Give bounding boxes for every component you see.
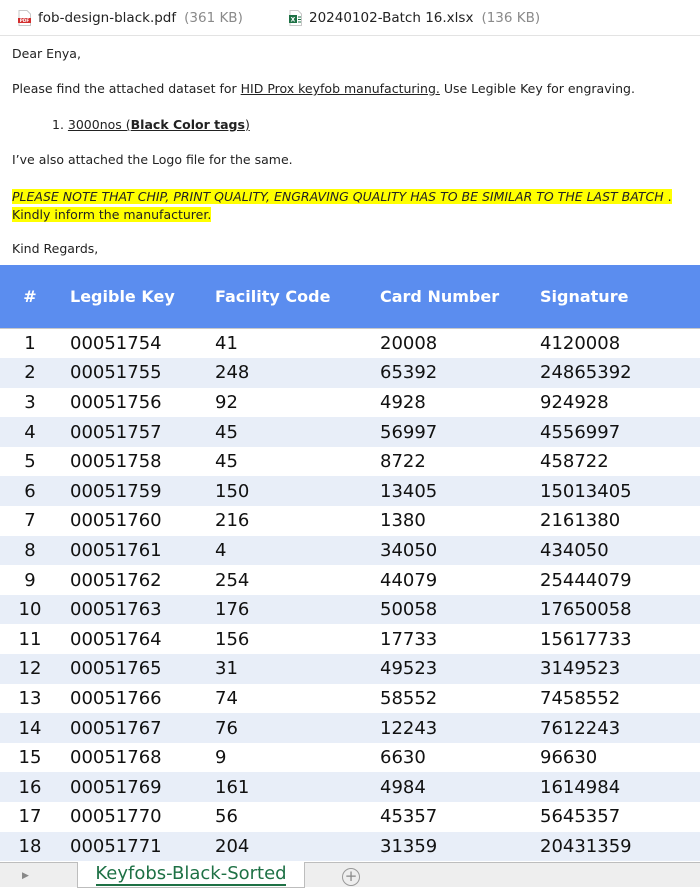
table-row [0,684,700,714]
sheet-scroll-left-icon[interactable]: ▶ [22,871,29,881]
sheet-tab-bar [0,862,700,887]
quantity-text: 3000nos (Black Color tags) [67,117,250,132]
card-number-cell[interactable]: 1380 [380,510,426,532]
signature-cell[interactable]: 1614984 [540,776,621,798]
row-number-cell[interactable]: 18 [18,835,42,857]
svg-text:X: X [290,16,296,24]
table-row [0,772,700,802]
table-row [0,328,700,358]
row-number-cell[interactable]: 13 [18,687,42,709]
signature-cell[interactable]: 4556997 [540,421,621,443]
facility-code-cell[interactable]: 45 [215,421,238,443]
attachment-pdf[interactable] [18,10,243,26]
signature-cell[interactable]: 24865392 [540,362,632,384]
row-number-cell[interactable]: 11 [18,628,42,650]
table-row [0,832,700,862]
column-header-legible-key[interactable]: Legible Key [70,286,175,306]
table-row [0,565,700,595]
card-number-cell[interactable]: 65392 [380,362,438,384]
card-number-cell[interactable]: 49523 [380,658,438,680]
legible-key-cell[interactable]: 00051763 [70,599,162,621]
svg-text:PDF: PDF [19,18,30,24]
signature-cell[interactable]: 7458552 [540,687,621,709]
signature-cell[interactable]: 15013405 [540,480,632,502]
row-number-cell[interactable]: 12 [18,658,42,680]
legible-key-cell[interactable]: 00051766 [70,687,162,709]
table-row [0,624,700,654]
legible-key-cell[interactable]: 00051764 [70,628,162,650]
table-row [0,417,700,447]
add-sheet-icon[interactable]: + [342,868,360,886]
legible-key-cell[interactable]: 00051771 [70,835,162,857]
pdf-icon [18,10,31,26]
table-body [0,328,700,861]
table-row [0,358,700,388]
facility-code-cell[interactable]: 74 [215,687,238,709]
card-number-cell[interactable]: 8722 [380,451,426,473]
email-text: Use Legible Key for engraving. [439,81,635,96]
spreadsheet-view[interactable] [0,265,700,862]
attachment-size: (136 KB) [481,10,541,26]
color-tags-text: Black Color tags [130,117,245,132]
email-text: Please find the attached dataset for [12,81,241,96]
row-number-cell[interactable]: 7 [24,510,36,532]
facility-code-cell[interactable]: 9 [215,747,227,769]
table-row [0,654,700,684]
row-number-cell[interactable]: 6 [24,480,36,502]
email-greeting: Dear Enya, [12,46,81,61]
legible-key-cell[interactable]: 00051762 [70,569,162,591]
row-number-cell[interactable]: 2 [24,362,36,384]
hid-prox-link[interactable]: HID Prox keyfob manufacturing. [240,81,440,96]
legible-key-cell[interactable]: 00051769 [70,776,162,798]
signature-cell[interactable]: 20431359 [540,835,632,857]
signature-cell[interactable]: 7612243 [540,717,621,739]
facility-code-cell[interactable]: 254 [215,569,250,591]
attachment-xlsx[interactable] [289,10,540,26]
facility-code-cell[interactable]: 41 [215,328,380,358]
column-header-signature[interactable]: Signature [540,286,629,306]
row-number-cell[interactable]: 3 [24,391,36,413]
signature-cell[interactable]: 96630 [540,747,598,769]
table-row [0,447,700,477]
email-list-item [52,116,250,134]
signature-cell[interactable]: 3149523 [540,658,621,680]
keyfob-table [0,265,700,861]
sheet-tab-label: Keyfobs-Black-Sorted [95,863,287,884]
card-number-cell[interactable]: 58552 [380,687,438,709]
table-row [0,506,700,536]
signature-cell[interactable]: 15617733 [540,628,632,650]
row-number-cell[interactable]: 4 [24,421,36,443]
signature-cell[interactable]: 5645357 [540,806,621,828]
row-number-cell[interactable]: 5 [24,451,36,473]
legible-key-cell[interactable]: 00051760 [70,510,162,532]
table-row [0,476,700,506]
facility-code-cell[interactable]: 4 [215,539,227,561]
row-number-cell[interactable]: 17 [18,806,42,828]
card-number-cell[interactable]: 13405 [380,480,438,502]
attachment-name[interactable]: 20240102-Batch 16.xlsx [309,10,474,26]
legible-key-cell[interactable]: 00051768 [70,747,162,769]
attachment-size: (361 KB) [184,10,243,26]
legible-key-cell[interactable]: 00051759 [70,480,162,502]
table-row [0,713,700,743]
row-number-cell[interactable]: 9 [24,569,36,591]
facility-code-cell[interactable]: 92 [215,391,238,413]
row-number-cell[interactable]: 1 [0,328,60,358]
card-number-cell[interactable]: 56997 [380,421,438,443]
facility-code-cell[interactable]: 204 [215,835,250,857]
legible-key-cell[interactable]: 00051767 [70,717,162,739]
column-header-number[interactable]: # [23,286,37,306]
card-number-cell[interactable]: 44079 [380,569,438,591]
row-number-cell[interactable]: 14 [18,717,42,739]
legible-key-cell[interactable]: 00051756 [70,391,162,413]
card-number-cell[interactable]: 4984 [380,776,426,798]
attachment-name[interactable]: fob-design-black.pdf [38,10,177,26]
email-line-logo: I’ve also attached the Logo file for the same. [12,152,293,167]
card-number-cell[interactable]: 12243 [380,717,438,739]
signature-cell[interactable]: 924928 [540,391,609,413]
signature-cell[interactable]: 458722 [540,451,609,473]
signature-cell[interactable]: 17650058 [540,599,632,621]
table-row [0,595,700,625]
facility-code-cell[interactable]: 248 [215,362,250,384]
card-number-cell[interactable]: 4928 [380,391,426,413]
list-number: 1. [52,117,68,132]
row-number-cell[interactable]: 15 [18,747,42,769]
email-signoff: Kind Regards, [12,241,99,256]
row-number-cell[interactable]: 16 [18,776,42,798]
table-row [0,802,700,832]
table-row [0,536,700,566]
legible-key-cell[interactable]: 00051754 [60,328,215,358]
active-tab-indicator [96,884,286,886]
facility-code-cell[interactable]: 45 [215,451,238,473]
signature-cell[interactable]: 434050 [540,539,609,561]
facility-code-cell[interactable]: 216 [215,510,250,532]
legible-key-cell[interactable]: 00051757 [70,421,162,443]
facility-code-cell[interactable]: 161 [215,776,250,798]
legible-key-cell[interactable]: 00051765 [70,658,162,680]
facility-code-cell[interactable]: 56 [215,806,238,828]
card-number-cell[interactable]: 20008 [380,328,540,358]
card-number-cell[interactable]: 6630 [380,747,426,769]
legible-key-cell[interactable]: 00051758 [70,451,162,473]
table-header-row [0,265,700,328]
signature-cell[interactable]: 2161380 [540,510,621,532]
facility-code-cell[interactable]: 150 [215,480,250,502]
sheet-tab-keyfobs-black-sorted[interactable] [77,862,305,888]
card-number-cell[interactable]: 45357 [380,806,438,828]
legible-key-cell[interactable]: 00051761 [70,539,162,561]
card-number-cell[interactable]: 50058 [380,599,438,621]
facility-code-cell[interactable]: 156 [215,628,250,650]
signature-cell[interactable]: 25444079 [540,569,632,591]
email-line-dataset [12,80,635,98]
highlight-warning: PLEASE NOTE THAT CHIP, PRINT QUALITY, ENGRAVING QUALITY HAS TO BE SIMILAR TO THE LAST BATCH [12,189,664,204]
facility-code-cell[interactable]: 31 [215,658,238,680]
table-row [0,388,700,418]
column-header-facility-code[interactable]: Facility Code [215,286,331,306]
table-row [0,743,700,773]
column-header-card-number[interactable]: Card Number [380,286,500,306]
excel-icon [289,10,302,26]
card-number-cell[interactable]: 31359 [380,835,438,857]
facility-code-cell[interactable]: 76 [215,717,238,739]
row-number-cell[interactable]: 10 [18,599,42,621]
signature-cell[interactable]: 4120008 [540,328,700,358]
email-highlight-note [12,188,692,224]
row-number-cell[interactable]: 8 [24,539,36,561]
legible-key-cell[interactable]: 00051755 [70,362,162,384]
card-number-cell[interactable]: 17733 [380,628,438,650]
card-number-cell[interactable]: 34050 [380,539,438,561]
highlight-tail: . Kindly inform the manufacturer. [12,189,672,222]
facility-code-cell[interactable]: 176 [215,599,250,621]
attachment-bar [0,0,700,36]
legible-key-cell[interactable]: 00051770 [70,806,162,828]
